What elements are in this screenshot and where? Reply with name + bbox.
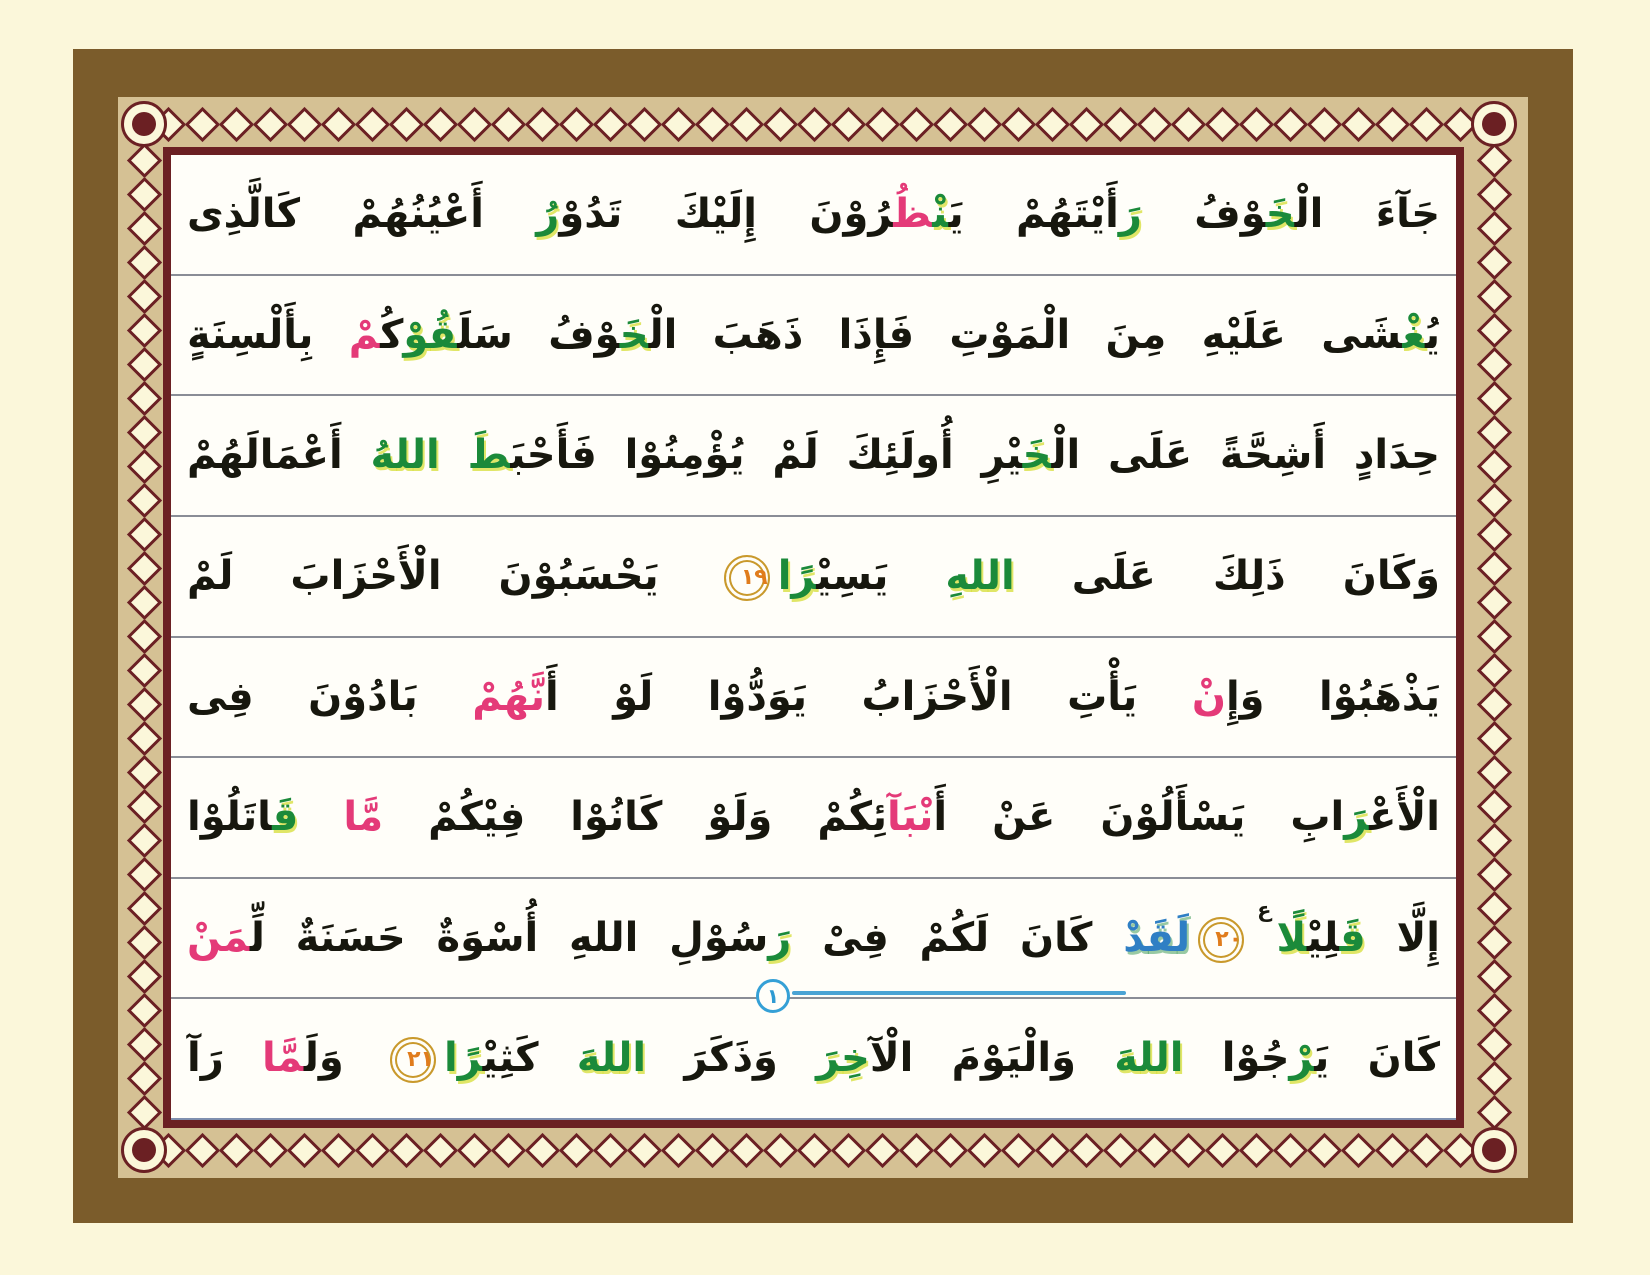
text-segment: كُ (380, 311, 404, 358)
text-segment: لَقَدْ (1123, 914, 1191, 961)
text-segment: يْرِ أُولَئِكَ لَمْ يُؤْمِنُوْا فَأَحْبَ (510, 432, 1023, 479)
text-segment: رَ (768, 914, 792, 961)
quran-line-6 (171, 758, 1456, 879)
corner-ornament-top-right (1471, 101, 1517, 147)
text-segment: جَآءَ الْ (1294, 191, 1441, 237)
text-segment: اللهُ (370, 432, 440, 479)
text-segment: قُوْ (403, 311, 458, 358)
text-segment: خَ (1022, 432, 1052, 479)
ruku-rule-line (792, 991, 1126, 995)
text-segment (298, 794, 343, 840)
text-segment: سُوْلِ اللهِ أُسْوَةٌ حَسَنَةٌ لِّ (249, 914, 769, 961)
text-segment: أَيْتَهُمْ يَ (948, 191, 1119, 237)
text-segment: قَ (1339, 914, 1366, 961)
quran-line-1 (171, 155, 1456, 276)
corner-dot-icon (1482, 112, 1506, 136)
text-segment: خَ (619, 311, 649, 358)
text-segment: قَ (272, 794, 299, 841)
text-segment: خَ (1265, 191, 1295, 237)
text-segment: إِلَّا (1365, 914, 1441, 961)
text-segment: رَآ (187, 1035, 262, 1082)
text-segment: شَى عَلَيْهِ مِنَ الْمَوْتِ فَإِذَا ذَهَبَ الْ (648, 311, 1403, 358)
text-segment: يَسِيْ (816, 552, 946, 599)
text-segment: خِرَ (816, 1035, 870, 1082)
text-segment: غْ (1402, 311, 1425, 358)
text-segment: بِأَلْسِنَةٍ (187, 311, 349, 358)
corner-ornament-bottom-right (1471, 1127, 1517, 1173)
text-segment: أَعْمَالَهُمْ (187, 432, 371, 479)
text-segment: اللهَ (576, 1035, 647, 1082)
text-segment: ئِكُمْ وَلَوْ كَانُوْا فِيْكُمْ (383, 794, 887, 841)
text-segment: وْفُ (1141, 191, 1266, 237)
text-segment: اتَلُوْا (187, 794, 273, 841)
ruku-number-badge (756, 979, 790, 1013)
text-segment: مَّا (262, 1035, 304, 1082)
ruku-marker (756, 977, 1136, 1017)
text-segment: الْأَعْ (1369, 794, 1440, 841)
text-segment: كَانَ يَ (1314, 1035, 1440, 1082)
text-segment: بَادُوْنَ فِى (187, 673, 473, 720)
text-segment: رْ (1289, 1035, 1315, 1082)
corner-ornament-top-left (121, 101, 167, 147)
text-segment: نَّهُمْ (472, 673, 546, 720)
text-segment: وَذَكَرَ (646, 1035, 817, 1082)
text-segment: رَ (1118, 191, 1142, 237)
text-segment: يَأْتِ الْأَحْزَابُ يَوَدُّوْا لَوْ أَ (545, 673, 1192, 720)
quran-line-3 (171, 396, 1456, 517)
text-segment: لًا (1276, 914, 1307, 961)
text-segment (440, 432, 468, 478)
text-segment: طَ (467, 432, 511, 479)
text-segment: يُ (1424, 311, 1440, 358)
text-segment: رَ (1344, 794, 1370, 841)
text-segment: وَالْيَوْمَ الْآ (869, 1035, 1115, 1082)
quran-line-4 (171, 517, 1456, 638)
text-segment: ابِ يَسْأَلُوْنَ عَنْ أَ (933, 794, 1345, 841)
text-segment: أَعْيُنُهُمْ كَالَّذِى (187, 191, 537, 237)
quran-line-5 (171, 638, 1456, 759)
quran-text-page (163, 147, 1464, 1128)
text-segment: مَنْ (187, 914, 250, 961)
text-segment: وْفُ سَلَ (457, 311, 620, 358)
verse-marker: ٢١ (390, 1037, 436, 1083)
corner-dot-icon (132, 1138, 156, 1162)
text-segment: وَكَانَ ذَلِكَ عَلَى (1014, 552, 1441, 599)
text-segment: نْ (1191, 673, 1226, 720)
text-segment: كَانَ لَكُمْ فِىْ (791, 914, 1124, 961)
text-segment: اللهَ (1114, 1035, 1184, 1082)
text-segment: مَّا (343, 794, 384, 841)
text-segment: رًا (777, 552, 817, 599)
text-segment: رُ (536, 191, 560, 237)
quran-line-8 (171, 999, 1456, 1120)
quran-line-2 (171, 276, 1456, 397)
text-segment: لِيْ (1306, 914, 1340, 961)
text-segment: مْ (348, 311, 381, 358)
corner-dot-icon (1482, 1138, 1506, 1162)
quran-line-7: إِلَّا قَلِيْلًاع٢٠لَقَدْ كَانَ لَكُمْ فِىْ رَسُوْلِ اللهِ أُسْوَةٌ حَسَنَةٌ لِّمَنْ (171, 879, 1456, 1000)
text-segment: جُوْا (1183, 1035, 1290, 1082)
corner-ornament-bottom-left (121, 1127, 167, 1173)
text-segment: يَذْهَبُوْا وَإِ (1225, 673, 1440, 720)
verse-marker: ١٩ (724, 555, 770, 601)
text-segment: نْبَآ (886, 794, 934, 841)
text-segment: يَحْسَبُوْنَ الْأَحْزَابَ لَمْ (187, 552, 716, 599)
text-segment: رُوْنَ إِلَيْكَ تَدُوْ (559, 191, 894, 237)
ruku-number: ١ (766, 984, 780, 1008)
text-segment: حِدَادٍ أَشِحَّةً عَلَى الْ (1051, 432, 1441, 479)
text-segment: ظُ (893, 191, 933, 237)
text-segment: كَثِيْ (482, 1035, 577, 1082)
corner-dot-icon (132, 112, 156, 136)
text-segment: نْ (932, 191, 949, 237)
text-segment: وَلَ (303, 1035, 382, 1082)
text-segment: رًا (443, 1035, 483, 1082)
verse-marker: ٢٠ (1198, 917, 1244, 963)
text-segment: اللهِ (945, 552, 1015, 599)
